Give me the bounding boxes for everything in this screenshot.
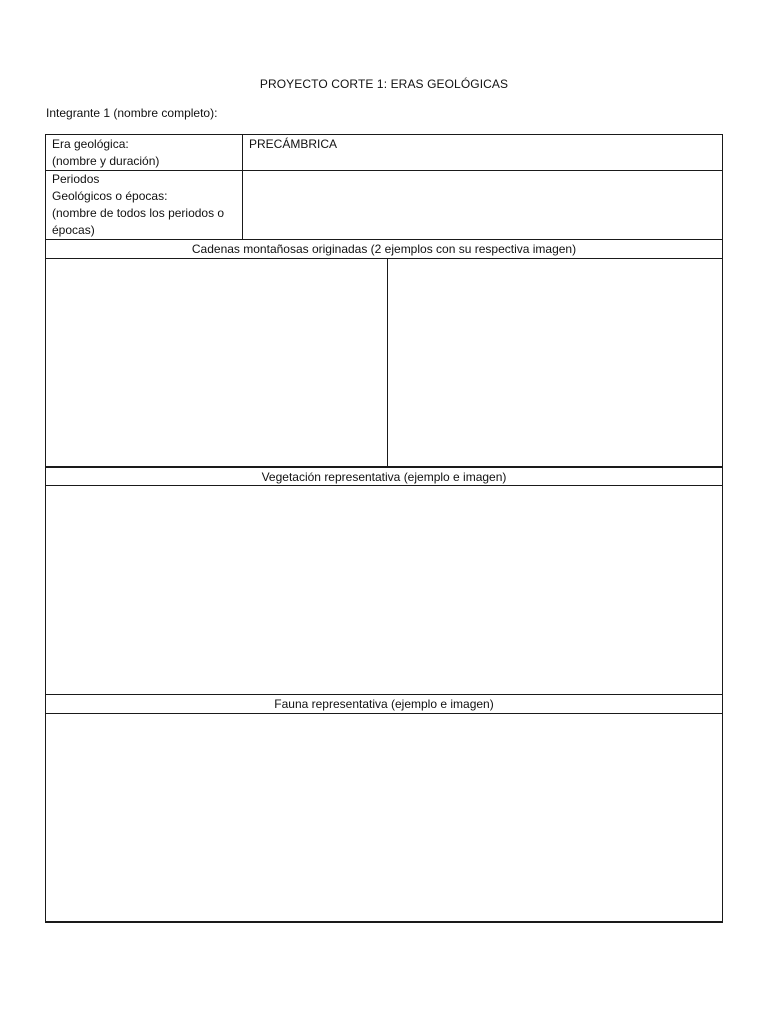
table-bottom-border bbox=[45, 921, 723, 923]
fauna-header: Fauna representativa (ejemplo e imagen) bbox=[274, 697, 494, 711]
periods-label-line1: Periodos bbox=[52, 172, 100, 186]
row-divider-vegetation bbox=[46, 694, 722, 695]
era-label bbox=[52, 136, 159, 170]
vegetation-header: Vegetación representativa (ejemplo e imagen) bbox=[261, 470, 507, 484]
member-name-label: Integrante 1 (nombre completo): bbox=[46, 106, 218, 120]
fauna-content-cell[interactable] bbox=[46, 714, 722, 921]
vegetation-content-cell[interactable] bbox=[46, 486, 722, 694]
label-column-divider bbox=[242, 134, 243, 240]
mountains-header: Cadenas montañosas originadas (2 ejemplos con su respectiva imagen) bbox=[191, 242, 577, 256]
era-value[interactable]: PRECÁMBRICA bbox=[249, 137, 338, 151]
page-title: PROYECTO CORTE 1: ERAS GEOLÓGICAS bbox=[259, 77, 509, 91]
era-label-line1: Era geológica: bbox=[52, 137, 129, 151]
row-divider-periods bbox=[46, 239, 722, 240]
periods-label-line2: Geológicos o épocas: bbox=[52, 189, 168, 203]
periods-label-line3: (nombre de todos los periodos o bbox=[52, 206, 225, 220]
periods-value-cell[interactable] bbox=[249, 171, 719, 237]
periods-label bbox=[52, 171, 224, 239]
mountain-example-cell-2[interactable] bbox=[388, 259, 722, 466]
mountain-example-cell-1[interactable] bbox=[46, 259, 387, 466]
periods-label-line4: épocas) bbox=[52, 223, 95, 237]
row-divider-mountains bbox=[46, 466, 722, 468]
era-label-line2: (nombre y duración) bbox=[52, 154, 160, 168]
